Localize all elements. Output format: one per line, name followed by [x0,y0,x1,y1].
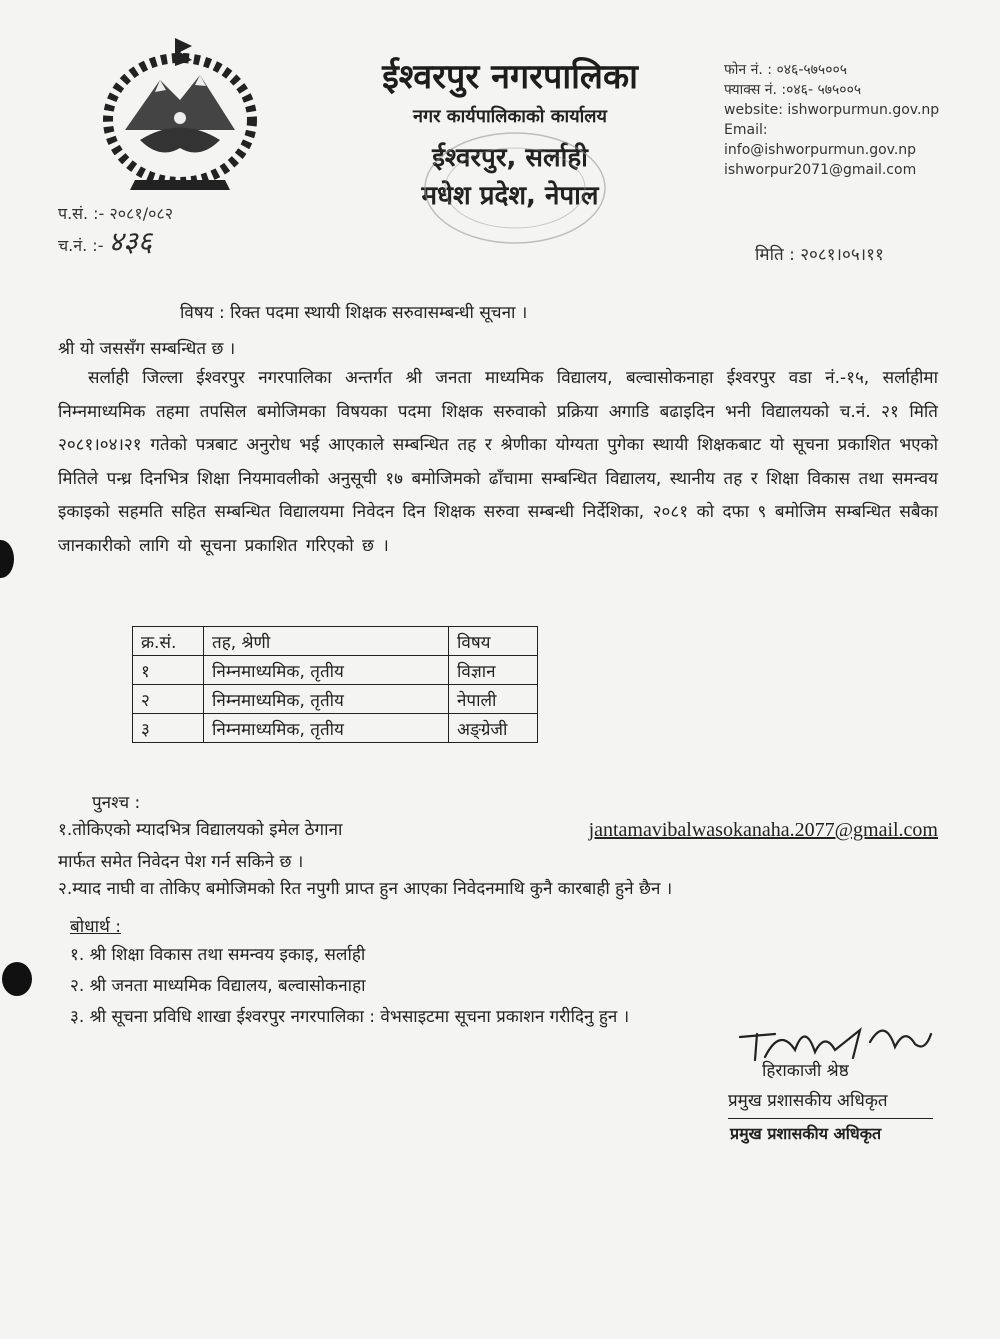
office-province: मधेश प्रदेश, नेपाल [421,181,599,211]
office-stamp-icon [420,128,610,248]
table-header-row [133,627,538,656]
postscript-label: पुनश्च : [92,793,141,813]
table-header-cell: क्र.सं. [133,627,204,656]
email-primary: info@ishworpurmun.gov.np [724,142,917,158]
patra-sankhya: प.सं. :- २०८१/०८२ [58,204,174,223]
letter-greeting: श्री यो जससँग सम्बन्धित छ । [58,339,236,359]
table-cell: निम्नमाध्यमिक, तृतीय [204,656,449,685]
postscript-item-1-text: १.तोकिएको म्यादभित्र विद्यालयको इमेल ठेगाना [58,820,343,840]
school-email-link[interactable]: jantamavibalwasokanaha.2077@gmail.com [588,819,938,841]
table-header-cell: तह, श्रेणी [204,627,449,656]
table-cell: अङ्ग्रेजी [449,714,538,743]
cc-list [70,940,629,1033]
email-label: Email: [724,122,768,138]
municipality-title: ईश्वरपुर नगरपालिका [382,57,638,97]
signatory-name: हिराकाजी श्रेष्ठ [762,1061,849,1081]
table-cell: निम्नमाध्यमिक, तृतीय [204,685,449,714]
table-row [133,656,538,685]
signatory-title: प्रमुख प्रशासकीय अधिकृत [728,1091,888,1111]
chalani-number: ४३६ [108,225,153,258]
fax-number: फ्याक्स नं. :०४६- ५७५००५ [724,82,862,98]
contact-block [724,60,984,180]
signatory-stamp: प्रमुख प्रशासकीय अधिकृत [730,1124,882,1143]
email-secondary: ishworpur2071@gmail.com [724,162,917,178]
list-item: १. श्री शिक्षा विकास तथा समन्वय इकाइ, सर्लाही [70,945,366,965]
list-item: ३. श्री सूचना प्रविधि शाखा ईश्वरपुर नगरपालिका : वेभसाइटमा सूचना प्रकाशन गरीदिनु हुन । [70,1007,630,1027]
chalani-label: च.नं. :- [58,236,104,255]
table-cell: २ [133,685,204,714]
list-item: २. श्री जनता माध्यमिक विद्यालय, बल्वासोकनाहा [70,976,366,996]
chalani-line [58,225,173,260]
table-row [133,714,538,743]
table-header-cell: विषय [449,627,538,656]
table-row [133,685,538,714]
signature-icon [735,1012,935,1062]
table-cell: १ [133,656,204,685]
letter-date: मिति : २०८१।०५।११ [755,245,884,265]
cc-label: बोधार्थ : [70,917,121,937]
postscript-item-1 [58,814,938,878]
table-cell: निम्नमाध्यमिक, तृतीय [204,714,449,743]
vacancy-table [132,626,538,743]
punch-hole [2,962,32,996]
website-text: website: ishworpurmun.gov.np [724,102,940,118]
nepal-emblem-icon [80,30,280,195]
reference-block [58,200,173,260]
office-place: ईश्वरपुर, सर्लाही [432,143,588,173]
office-name: नगर कार्यपालिकाको कार्यालय [413,106,607,127]
letter-body: सर्लाही जिल्ला ईश्वरपुर नगरपालिका अन्तर्गत श्री जनता माध्यमिक विद्यालय, बल्वासोकनाहा ईश्वरपुर वडा नं.-१५, सर्लाहीमा निम्नमाध्यमिक तहमा तपसिल बमोजिमका विषयका पदमा शिक्षक सरुवाको प्रक्रिया अगाडि बढाइदिन भनी विद्यालयको च.नं. २१ मिति २०८१।०४।२१ गतेको पत्रबाट अनुरोध भई आएकाले सम्बन्धित तह र श्रेणीका योग्यता पुगेका स्थायी शिक्षकबाट यो सूचना प्रकाशित भएको मितिले पन्ध्र दिनभित्र शिक्षा नियमावलीको अनुसूची १७ बमोजिमको ढाँचामा सम्बन्धित विद्यालय, स्थानीय तह र शिक्षा विकास तथा समन्वय इकाइको सहमति सहित सम्बन्धित विद्यालयमा निवेदन दिन शिक्षक सरुवा सम्बन्धी निर्देशिका, २०८१ को दफा ९ बमोजिम सम्बन्धित सबैका जानकारीको लागि यो सूचना प्रकाशित गरिएको छ । [58,368,938,556]
punch-hole [0,540,14,578]
letter-subject: विषय : रिक्त पदमा स्थायी शिक्षक सरुवासम्बन्धी सूचना । [180,303,528,323]
phone-number: फोन नं. : ०४६-५७५००५ [724,62,848,78]
postscript-item-1-tail: मार्फत समेत निवेदन पेश गर्न सकिने छ । [58,852,304,872]
signature-divider [728,1118,933,1119]
table-cell: ३ [133,714,204,743]
postscript-item-2: २.म्याद नाघी वा तोकिए बमोजिमको रित नपुगी प्राप्त हुन आएका निवेदनमाथि कुनै कारबाही हुने छैन । [58,879,673,899]
table-cell: नेपाली [449,685,538,714]
table-cell: विज्ञान [449,656,538,685]
